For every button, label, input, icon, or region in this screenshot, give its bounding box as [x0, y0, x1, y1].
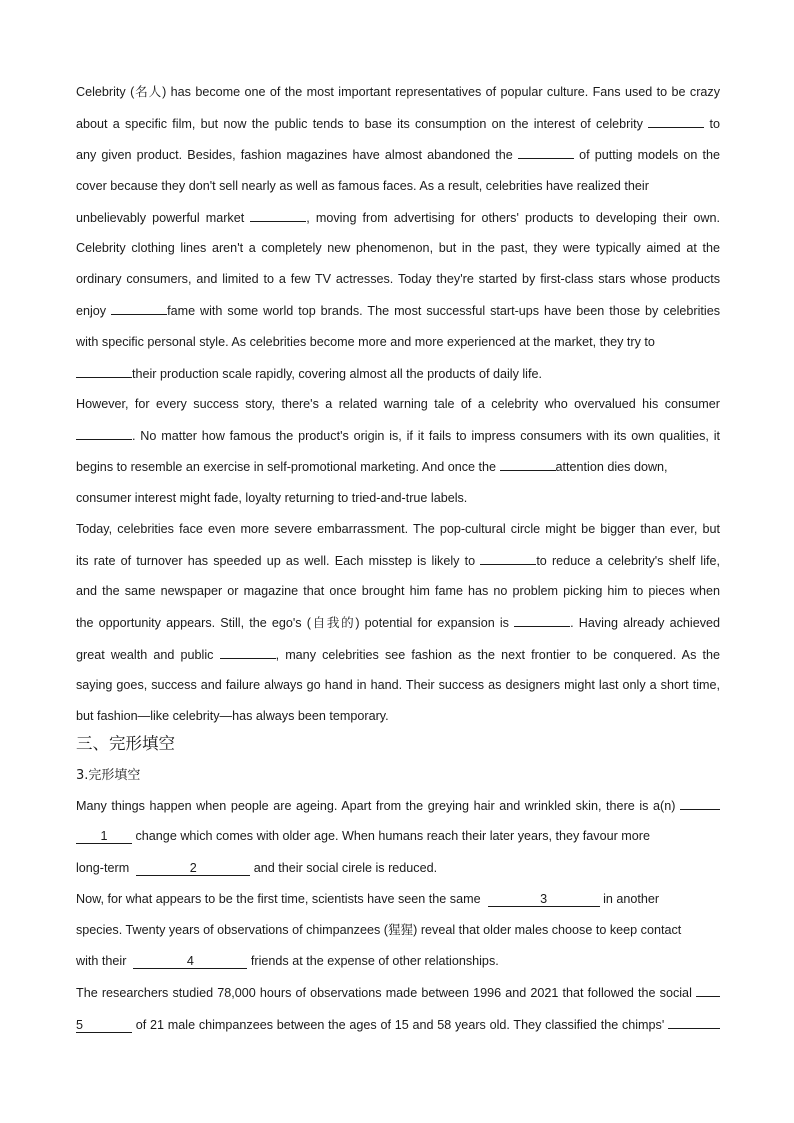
answer-blank[interactable]: [696, 984, 720, 997]
passage-text: Celebrity (名人) has become one of the most important representatives of popular culture. Fans used to be crazy: [76, 85, 720, 99]
blank-number-3[interactable]: 3: [488, 892, 600, 907]
passage-line-10: [76, 365, 720, 382]
cloze-text: The researchers studied 78,000 hours of observations made between 1996 and 2021 that followed the social: [76, 986, 692, 1000]
passage-line-17: [76, 583, 720, 599]
cloze-text: change which comes with older age. When humans reach their later years, they favour more: [135, 829, 650, 843]
cloze-text: Now, for what appears to be the first time, scientists have seen the same: [76, 892, 481, 906]
answer-blank[interactable]: [648, 115, 704, 128]
passage-text: great wealth and public: [76, 648, 214, 662]
cloze-line-1: [76, 797, 720, 814]
passage-text: Today, celebrities face even more severe embarrassment. The pop-cultural circle might be bigger than ever, but: [76, 522, 720, 536]
answer-blank[interactable]: [500, 458, 556, 471]
answer-blank[interactable]: [668, 1016, 720, 1029]
passage-line-11: [76, 396, 720, 412]
cloze-text: of 21 male chimpanzees between the ages of 15 and 58 years old. They classified the chimps': [135, 1018, 665, 1032]
passage-line-5: [76, 209, 720, 226]
passage-text: to reduce a celebrity's shelf life,: [536, 554, 721, 568]
passage-text: attention dies down,: [555, 460, 668, 474]
passage-text: begins to resemble an exercise in self-promotional marketing. And once the: [76, 460, 497, 474]
cloze-text: in another: [603, 892, 660, 906]
cloze-line-2: [76, 828, 720, 844]
passage-line-3: [76, 146, 720, 163]
passage-line-16: [76, 552, 720, 569]
answer-blank[interactable]: [518, 146, 574, 159]
question-heading: 3.完形填空: [76, 768, 141, 783]
passage-line-4: [76, 178, 720, 194]
passage-text: any given product. Besides, fashion magazines have almost abandoned the: [76, 148, 513, 162]
passage-line-8: [76, 302, 720, 319]
passage-line-9: [76, 334, 720, 350]
answer-blank[interactable]: [514, 614, 570, 627]
passage-text: ordinary consumers, and limited to a few TV actresses. Today they're started by first-class stars whose products: [76, 272, 720, 286]
passage-text: their production scale rapidly, covering almost all the products of daily life.: [132, 367, 542, 381]
passage-text: , many celebrities see fashion as the next frontier to be conquered. As the: [275, 648, 720, 662]
cloze-text: species. Twenty years of observations of chimpanzees (猩猩) reveal that older males choose to keep contact: [76, 923, 682, 937]
passage-text: fame with some world top brands. The most successful start-ups have been those by celebrities: [167, 304, 720, 318]
cloze-text: and their social cirele is reduced.: [253, 861, 438, 875]
passage-text: Celebrity clothing lines aren't a completely new phenomenon, but in the past, they were typically aimed at the: [76, 241, 720, 255]
passage-line-12: [76, 427, 720, 444]
passage-text: with specific personal style. As celebrities become more and more experienced at the market, they try to: [76, 335, 655, 349]
passage-text: unbelievably powerful market: [76, 211, 245, 225]
passage-line-18: [76, 614, 720, 631]
cloze-text: friends at the expense of other relationships.: [250, 954, 499, 968]
passage-text: . Having already achieved: [570, 616, 720, 630]
passage-text: enjoy: [76, 304, 107, 318]
cloze-line-5: [76, 922, 720, 938]
passage-line-13: [76, 458, 720, 475]
passage-text: However, for every success story, there's a related warning tale of a celebrity who overvalued his consumer: [76, 397, 720, 411]
passage-line-7: [76, 271, 720, 287]
passage-text: but fashion—like celebrity—has always been temporary.: [76, 709, 389, 723]
passage-text: cover because they don't sell nearly as well as famous faces. As a result, celebrities have realized their: [76, 179, 649, 193]
passage-text: its rate of turnover has speeded up as well. Each misstep is likely to: [76, 554, 476, 568]
blank-number-5[interactable]: 5: [76, 1018, 132, 1033]
passage-line-1: [76, 84, 720, 100]
cloze-line-3: [76, 860, 720, 876]
cloze-text: long-term: [76, 861, 130, 875]
answer-blank[interactable]: [480, 552, 536, 565]
cloze-line-4: [76, 891, 720, 907]
passage-line-15: [76, 521, 720, 537]
passage-text: , moving from advertising for others' products to developing their own.: [306, 211, 721, 225]
cloze-line-7: [76, 984, 720, 1001]
passage-text: about a specific film, but now the public tends to base its consumption on the interest of celebrity: [76, 117, 643, 131]
blank-number-1[interactable]: 1: [76, 829, 132, 844]
cloze-text: Many things happen when people are ageing. Apart from the greying hair and wrinkled skin, there is a(n): [76, 799, 676, 813]
cloze-line-6: [76, 953, 720, 969]
cloze-text: with their: [76, 954, 127, 968]
answer-blank[interactable]: [111, 302, 167, 315]
passage-text: . No matter how famous the product's origin is, if it fails to impress consumers with its own qualities, it: [132, 429, 720, 443]
answer-blank[interactable]: [220, 646, 276, 659]
passage-text: the opportunity appears. Still, the ego's (自我的) potential for expansion is: [76, 616, 509, 630]
passage-text: and the same newspaper or magazine that once brought him fame has no problem picking him to pieces when: [76, 584, 720, 598]
passage-text: consumer interest might fade, loyalty returning to tried-and-true labels.: [76, 491, 468, 505]
answer-blank[interactable]: [76, 427, 132, 440]
passage-line-21: [76, 708, 720, 724]
passage-line-2: [76, 115, 720, 132]
cloze-line-8: [76, 1016, 720, 1033]
passage-line-19: [76, 646, 720, 663]
blank-number-2[interactable]: 2: [136, 861, 250, 876]
blank-number-4[interactable]: 4: [133, 954, 247, 969]
passage-text: to: [709, 117, 720, 131]
passage-text: of putting models on the: [579, 148, 720, 162]
passage-line-20: [76, 677, 720, 693]
passage-text: saying goes, success and failure always go hand in hand. Their success as designers might last only a short time,: [76, 678, 720, 692]
section-heading: 三、完形填空: [76, 734, 175, 753]
passage-line-6: [76, 240, 720, 256]
answer-blank[interactable]: [250, 209, 306, 222]
answer-blank[interactable]: [76, 365, 132, 378]
answer-blank[interactable]: [680, 797, 720, 810]
passage-line-14: [76, 490, 720, 506]
